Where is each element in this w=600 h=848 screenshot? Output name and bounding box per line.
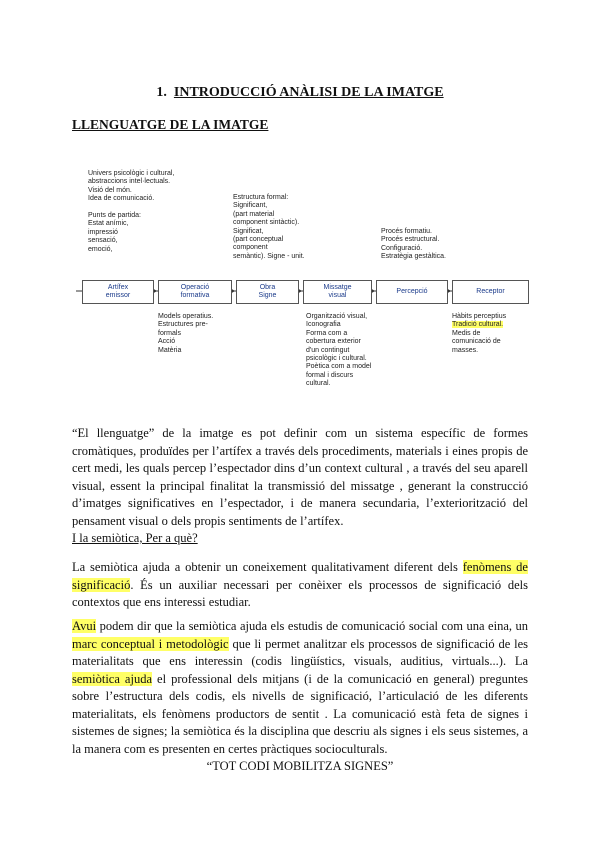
diagram-note-line: cultural. — [306, 380, 331, 388]
highlight-text: marc conceptual i metodològic — [72, 636, 229, 651]
diagram-note-line: (part conceptual — [233, 236, 284, 244]
diagram-note-line: d'un contingut — [306, 346, 350, 354]
diagram-note-line: Univers psicològic i cultural, — [88, 170, 175, 177]
diagram-note-line: Visió del món. — [88, 186, 132, 194]
box-operacio: Operació formativa — [158, 280, 232, 304]
highlight-text: Avui — [72, 619, 97, 633]
closing-quote: “TOT CODI MOBILITZA SIGNES” — [206, 759, 394, 773]
diagram-note-line: Iconografia — [306, 321, 341, 329]
diagram-note-organization — [306, 313, 371, 389]
diagram-note-line: Procés estructural. — [381, 236, 440, 244]
diagram-note-line: Significant, — [233, 202, 268, 210]
paragraph-semiotics-tool: Avui podem dir que la semiòtica ajuda els estudis de comunicació social com una eina, un marc conceptual i metodològic que li permet analitzar els processos de significació de les materialitats que ens interessin (codis lingüístics, visuals, auditius, virtuals...). La semiòtica ajuda el professional dels mitjans (i de la comunicació en general) preguntes sobre l’estructura dels codis, els nivells de significació, l’articulació de les diferents materialitats, els fenòmens productors de sentit . La comunicació està feta de signes i sistemes de signes; la semiòtica és la disciplina que descriu als signes i els seus sistemes, a la manera com es presenten en certes pràctiques socioculturals. — [72, 619, 528, 756]
diagram-note-line: masses. — [452, 346, 479, 354]
section-question: I la semiòtica, Per a què? — [72, 531, 198, 545]
highlight-text: semiòtica ajuda — [72, 671, 152, 686]
diagram-note-line: Hàbits perceptius — [452, 313, 507, 320]
diagram-note-line: impressió — [88, 228, 118, 236]
paragraph-definition: “El llenguatge” de la imatge es pot definir com un sistema específic de formes cromàtiques, produïdes per l’artífex a través dels procediments, materials i eines propis de cert medi, les quals percep l’espectador dins d’un context cultural , a través del seu aparell visual, essent la principal finalitat la transmissió del missatge , generant la construcció d’imatges significatives en l’espectador, i de manera secundaria, l’exteriorització del pensament visual o dels propis sentiments de l’artífex. — [72, 426, 528, 528]
title-text: INTRODUCCIÓ ANÀLISI DE LA IMATGE — [173, 85, 444, 100]
box-obra: Obra Signe — [236, 280, 299, 304]
diagram-note-line: semàntic). Signe - unit. — [233, 252, 305, 260]
diagram-note-line: Punts de partida: — [88, 212, 141, 220]
diagram-note-line: Configuració. — [381, 244, 423, 252]
diagram-note-line: Significat, — [233, 227, 264, 235]
diagram-note-line: Estratègia gestàltica. — [381, 253, 446, 261]
diagram-note-line: sensació, — [88, 237, 118, 245]
diagram-note-line: cobertura exterior — [306, 338, 361, 346]
diagram-note-models — [158, 313, 213, 355]
box-missatge: Missatge visual — [303, 280, 372, 304]
diagram-note-universe — [88, 170, 174, 254]
diagram-note-line: component sintàctic). — [233, 219, 300, 227]
diagram-note-line — [88, 204, 174, 212]
diagram-note-line: Poètica com a model — [306, 363, 372, 371]
title-number: 1. — [156, 85, 167, 100]
box-receptor: Receptor — [452, 280, 529, 304]
box-artifex: Artífex emissor — [82, 280, 154, 304]
highlight-text: fenòmens de significació — [72, 560, 528, 592]
diagram-note-habits — [452, 313, 506, 355]
diagram-note-line: emoció, — [88, 245, 113, 253]
diagram-note-line: psicològic i cultural. — [306, 355, 367, 363]
diagram-note-line: Idea de comunicació. — [88, 195, 155, 203]
diagram-note-structure — [233, 194, 305, 261]
diagram-note-process — [381, 228, 446, 262]
diagram-note-line: Medis de — [452, 329, 481, 337]
paragraph-semiotics-purpose: La semiòtica ajuda a obtenir un coneixement qualitativament diferent dels fenòmens de significació. És un auxiliar necessari per conèixer els processos de significació dels contextos que ens interessi estudiar. — [72, 560, 528, 609]
diagram-note-line: formals — [158, 329, 181, 337]
section-subtitle: LLENGUATGE DE LA IMATGE — [72, 117, 269, 132]
diagram-note-line: comunicació de — [452, 338, 501, 346]
box-percepcio: Percepció — [376, 280, 448, 304]
diagram-note-line: Tradició cultural. — [452, 321, 504, 329]
diagram-note-line: Forma com a — [306, 329, 348, 337]
diagram-note-line: formal i discurs — [306, 371, 354, 379]
diagram-note-line: Matèria — [158, 346, 182, 354]
diagram — [0, 0, 600, 420]
diagram-note-line: Estructura formal: — [233, 194, 289, 201]
diagram-note-line: Models operatius. — [158, 313, 214, 320]
diagram-note-line: (part material — [233, 210, 275, 218]
diagram-note-line: Procés formatiu. — [381, 228, 432, 235]
diagram-note-line: Organització visual, — [306, 313, 368, 320]
diagram-note-line: component — [233, 244, 268, 252]
diagram-note-line: Acció — [158, 338, 176, 346]
diagram-note-line: Estructures pre- — [158, 321, 208, 329]
diagram-note-line: Estat anímic, — [88, 220, 129, 228]
diagram-note-line: abstraccions intel·lectuals. — [88, 178, 171, 186]
